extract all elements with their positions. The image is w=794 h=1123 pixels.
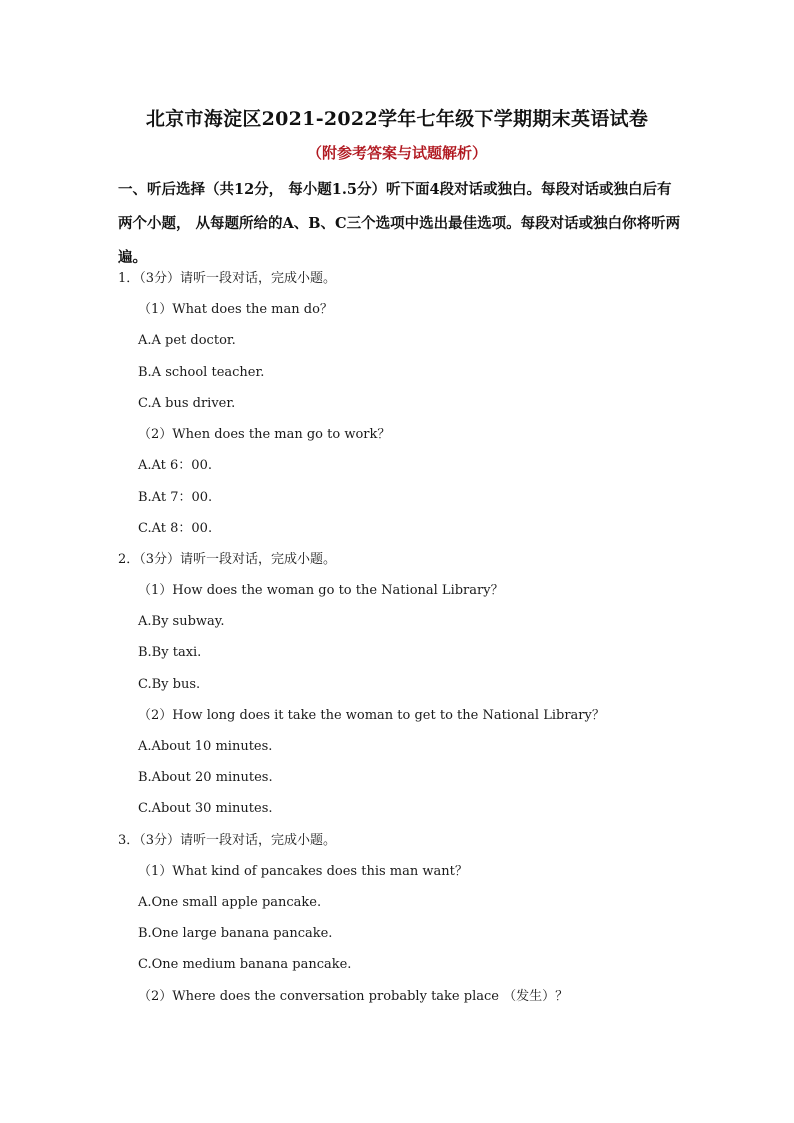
answer-option: C.About 30 minutes. [138,801,273,816]
sub-question-prompt: （2）How long does it take the woman to get to the National Library？ [138,708,605,723]
sub-question-prompt: （1）How does the woman go to the National Library？ [138,583,504,598]
answer-option: B.About 20 minutes. [138,770,273,785]
answer-option: A.A pet doctor. [138,333,236,348]
answer-option: B.At 7：00. [138,490,213,505]
answer-option: A.At 6：00. [138,458,212,473]
page-title: 北京市海淀区2021-2022学年七年级下学期期末英语试卷 [145,108,649,130]
page-subtitle: （附参考答案与试题解析） [306,144,487,162]
sub-question-prompt: （2）Where does the conversation probably take place （发生）？ [138,989,569,1004]
answer-option: C.At 8：00. [138,521,213,536]
section-heading-line: 遍。 [118,249,147,266]
sub-question-prompt: （2）When does the man go to work？ [138,427,391,442]
answer-option: C.A bus driver. [138,396,236,411]
answer-option: C.One medium banana pancake. [138,957,352,972]
answer-option: C.By bus. [138,677,201,692]
answer-option: A.One small apple pancake. [138,895,322,910]
section-heading-line: 一、听后选择（共12分， 每小题1.5分）听下面4段对话或独白。每段对话或独白后有 [118,181,672,198]
sub-question-prompt: （1）What does the man do？ [138,302,333,317]
section-heading [118,173,688,275]
answer-option: B.One large banana pancake. [138,926,333,941]
question-stem: 2．（3分）请听一段对话，完成小题。 [118,552,337,567]
section-heading-line: 两个小题， 从每题所给的A、B、C三个选项中选出最佳选项。每段对话或独白你将听两 [118,215,681,232]
sub-question-prompt: （1）What kind of pancakes does this man want？ [138,864,468,879]
answer-option: B.A school teacher. [138,365,265,380]
answer-option: A.About 10 minutes. [138,739,273,754]
answer-option: B.By taxi. [138,645,202,660]
question-stem: 1．（3分）请听一段对话，完成小题。 [118,271,337,286]
answer-option: A.By subway. [138,614,225,629]
question-stem: 3．（3分）请听一段对话，完成小题。 [118,833,337,848]
